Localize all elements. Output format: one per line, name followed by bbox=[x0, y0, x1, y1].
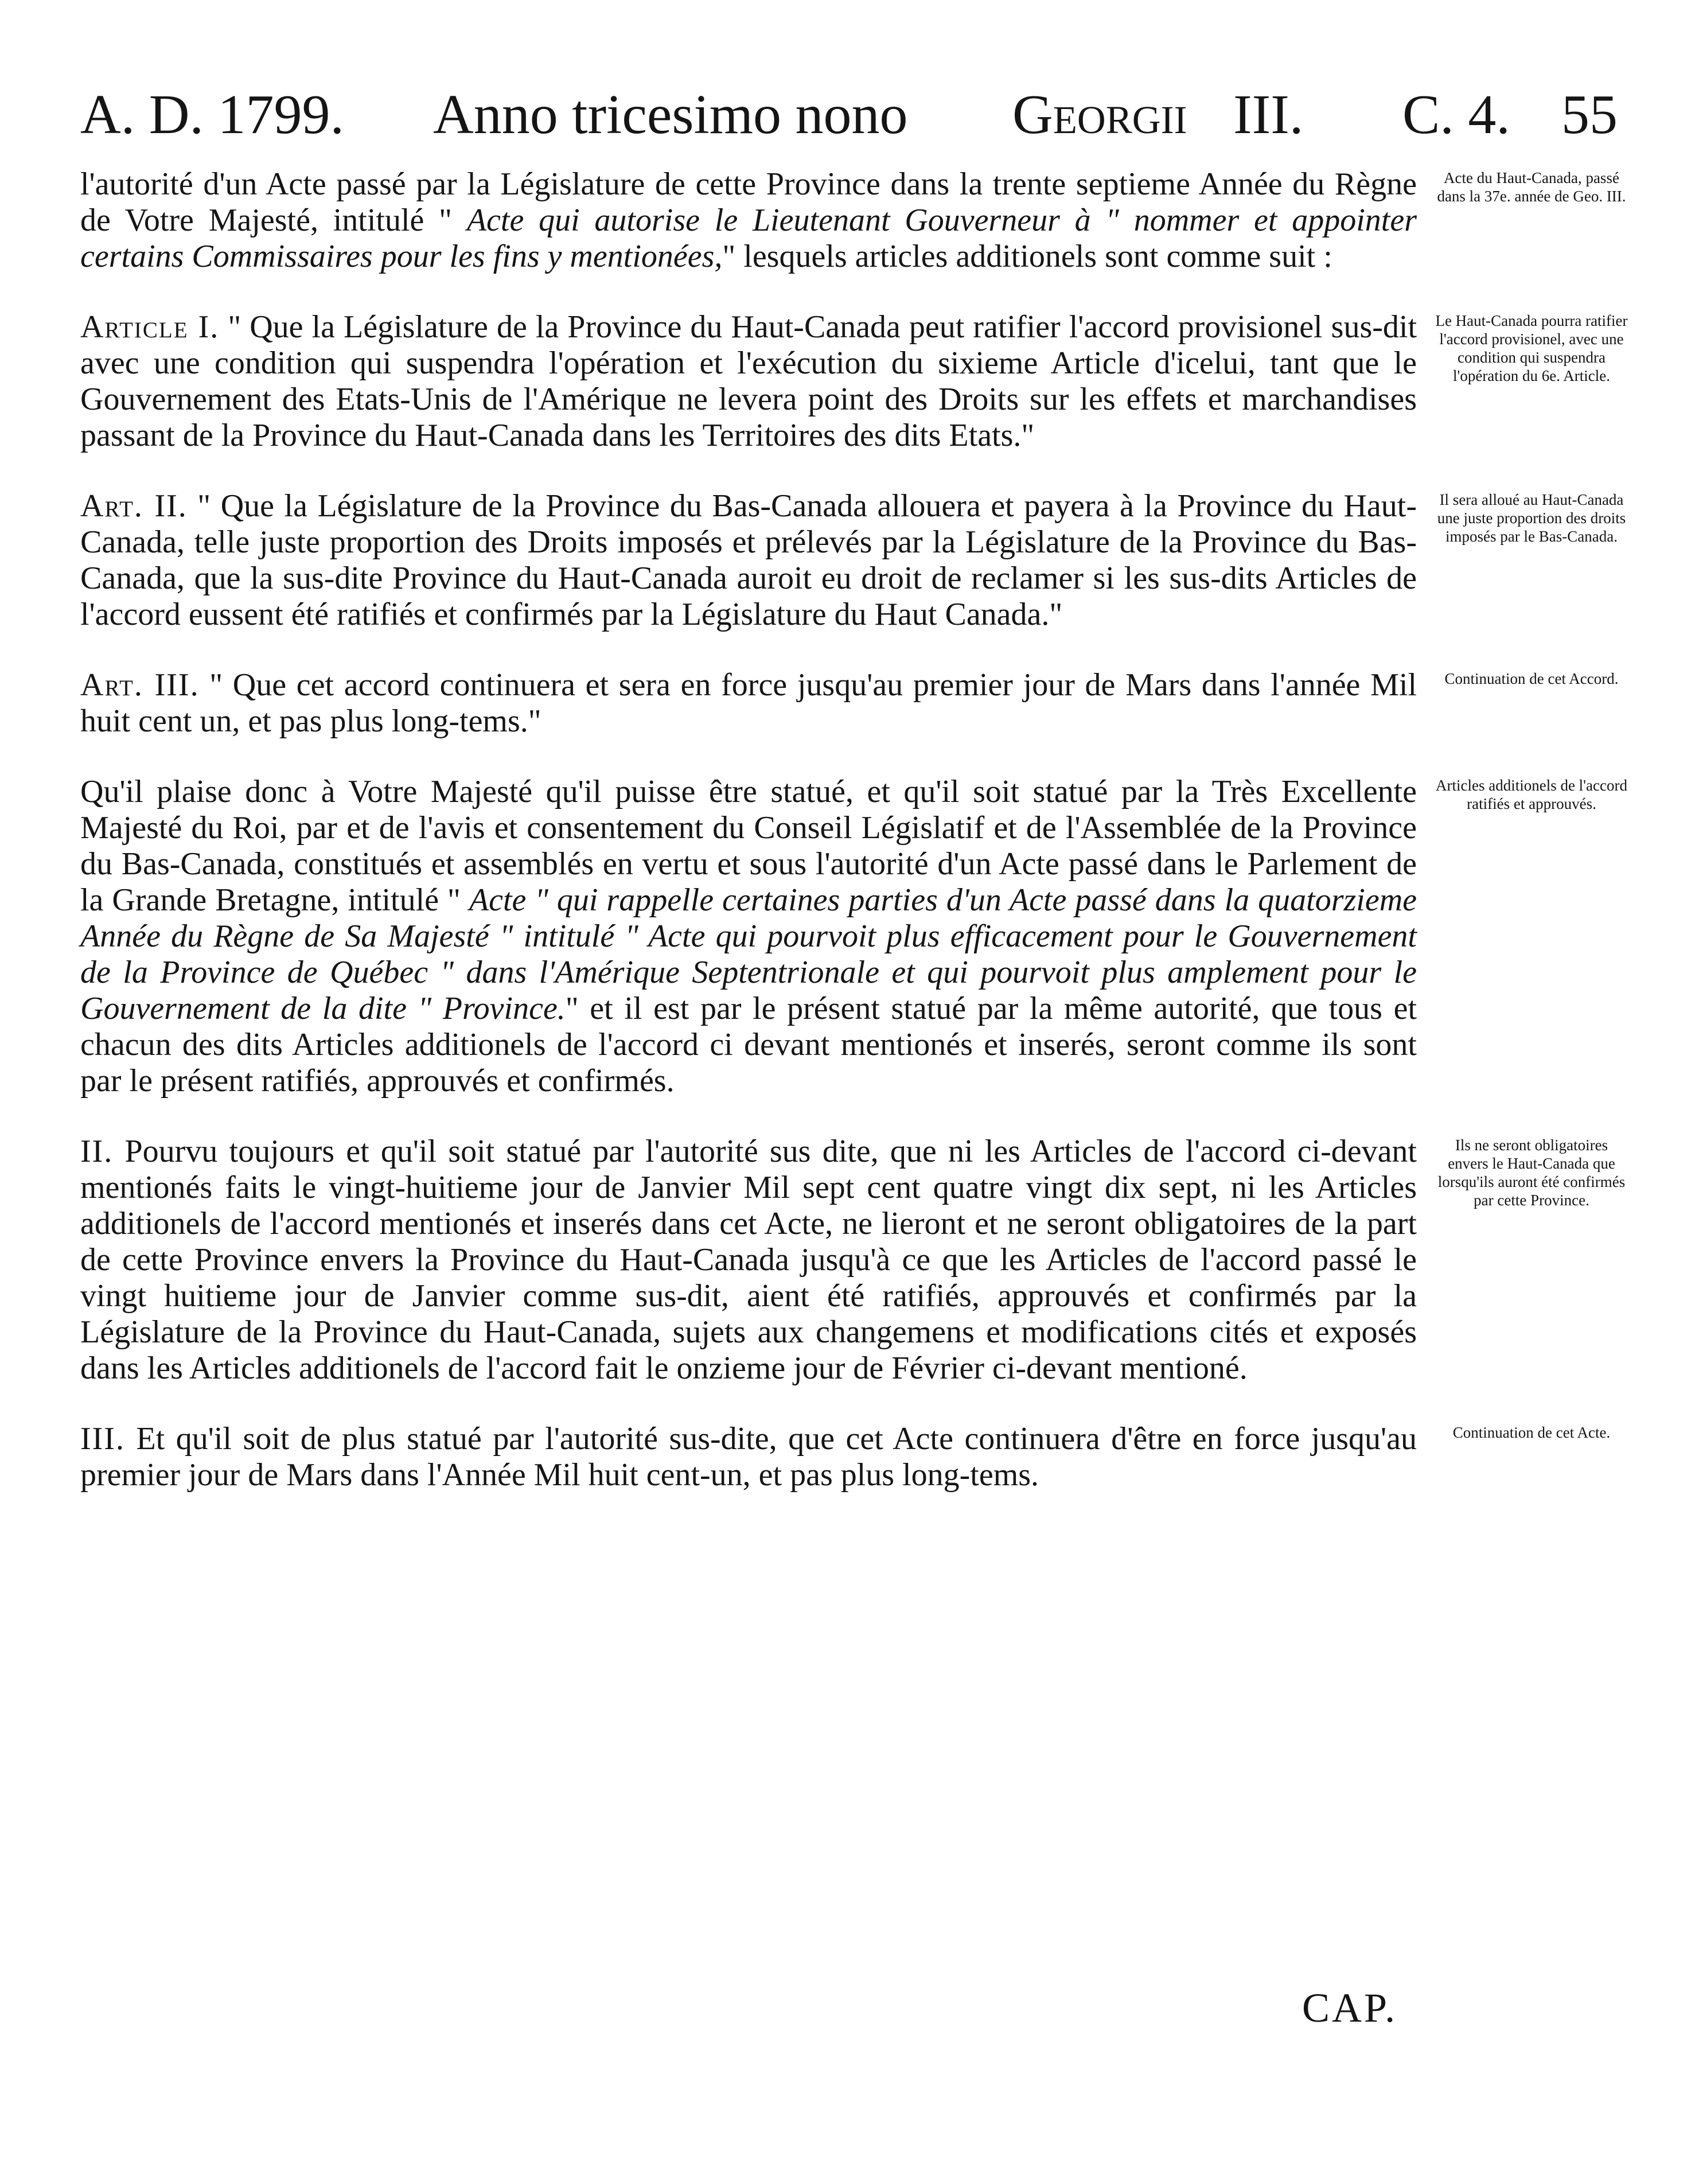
catchword: CAP. bbox=[1302, 1985, 1398, 2031]
paragraph-text: l'autorité d'un Acte passé par la Législature de cette Province dans la trente septieme Année du Règne de Votre Majesté, intitulé " bbox=[80, 166, 1417, 238]
paragraph-text: " lesquels articles additionels sont comme suit : bbox=[722, 239, 1332, 274]
paragraph-article-2 bbox=[80, 488, 1417, 633]
paragraph-text: Qu'il plaise donc à Votre Majesté qu'il puisse être statué, et qu'il soit statué par la Très Excellente Majesté du Roi, par et de l'avis et consentement du Conseil Législatif et de l'Assemblée de la Province du Bas-Canada, constitués et assemblés en vertu et sous l'autorité d'un Acte passé dans le Parlement de la Grande Bretagne, intitulé " bbox=[80, 774, 1417, 918]
section-number: III. bbox=[80, 1421, 125, 1457]
act-title-citation: Acte qui autorise le Lieutenant Gouverneur à " nommer et appointer certains Commissaires pour les fins y mentionées, bbox=[80, 203, 1417, 274]
paragraph-text: " Que la Législature de la Province du Bas-Canada allouera et payera à la Province du Haut-Canada, telle juste proportion des Droits imposés et prélevés par la Législature de la Province du Bas-Canada, que la sus-dite Province du Haut-Canada auroit eu droit de reclamer si les sus-dits Articles de l'accord eussent été ratifiés et confirmés par la Législature du Haut Canada." bbox=[80, 488, 1417, 632]
margin-note: Le Haut-Canada pourra ratifier l'accord provisionel, avec une condition qui suspendra l'opération du 6e. Article. bbox=[1435, 312, 1628, 384]
header-chapter: C. 4. bbox=[1402, 84, 1510, 146]
paragraph-text: Pourvu toujours et qu'il soit statué par l'autorité sus dite, que ni les Articles de l'accord ci-devant mentionés faits le vingt-huitieme jour de Janvier Mil sept cent quatre vingt dix sept, ni les Articles additionels de l'accord mentionés et inserés dans cet Acte, ne lieront et ne seront obligatoires de la part de cette Province envers la Province du Haut-Canada jusqu'à ce que les Articles de l'accord passé le vingt huitieme jour de Janvier comme sus-dit, aient été ratifiés, approuvés et confirmés par la Législature de la Province du Haut-Canada, sujets aux changemens et modifications cités et exposés dans les Articles additionels de l'accord fait le onzieme jour de Février ci-devant mentioné. bbox=[80, 1134, 1417, 1386]
paragraph-text: " Que cet accord continuera et sera en force jusqu'au premier jour de Mars dans l'année Mil huit cent un, et pas plus long-tems." bbox=[80, 667, 1417, 739]
margin-note: Il sera alloué au Haut-Canada une juste proportion des droits imposés par le Bas-Canada. bbox=[1437, 491, 1626, 545]
act-title-citation: Acte " qui rappelle certaines parties d'un Acte passé dans la quatorzieme Année du Règne de Sa Majesté " intitulé " Acte qui pourvoit plus efficacement pour le Gouvernement de la Province de Québec " dans l'Amérique Septentrionale et qui pourvoit plus amplement pour le Gouvernement de la dite " Province. bbox=[80, 882, 1417, 1026]
header-regnal-year: Anno tricesimo nono bbox=[433, 84, 908, 146]
paragraph-article-3 bbox=[80, 667, 1417, 739]
paragraph-article-1 bbox=[80, 309, 1417, 454]
section-number: II. bbox=[80, 1134, 114, 1169]
article-heading: Article I. bbox=[80, 309, 220, 345]
paragraph-intro bbox=[80, 166, 1417, 275]
margin-note: Continuation de cet Acte. bbox=[1452, 1424, 1611, 1441]
article-heading: Art. III. bbox=[80, 667, 200, 703]
paragraph-section-3 bbox=[80, 1421, 1417, 1493]
paragraph-section-2 bbox=[80, 1134, 1417, 1387]
paragraph-text: Et qu'il soit de plus statué par l'autorité sus-dite, que cet Acte continuera d'être en force jusqu'au premier jour de Mars dans l'Année Mil huit cent-un, et pas plus long-tems. bbox=[80, 1421, 1417, 1493]
main-text-column bbox=[80, 166, 1417, 1493]
header-monarch: Georgii bbox=[1012, 84, 1187, 146]
article-heading: Art. II. bbox=[80, 488, 188, 524]
paragraph-text: " Que la Législature de la Province du Haut-Canada peut ratifier l'accord provisionel sus-dit avec une condition qui suspendra l'opération et l'exécution du sixieme Article d'icelui, tant que le Gouvernement des Etats-Unis de l'Amérique ne levera point des Droits sur les effets et marchandises passant de la Province du Haut-Canada dans les Territoires des dits Etats." bbox=[80, 309, 1417, 453]
header-monarch-number: III. bbox=[1233, 84, 1304, 146]
margin-note: Ils ne seront obligatoires envers le Haut-Canada que lorsqu'ils auront été confirmés par cette Province. bbox=[1437, 1136, 1626, 1209]
header-year: A. D. 1799. bbox=[80, 84, 345, 146]
page-number: 55 bbox=[1561, 84, 1618, 146]
paragraph-enacting-clause bbox=[80, 774, 1417, 1099]
margin-note: Articles additionels de l'accord ratifiés et approuvés. bbox=[1436, 777, 1627, 812]
margin-note: Continuation de cet Accord. bbox=[1444, 670, 1619, 687]
running-header bbox=[80, 75, 1618, 155]
margin-note: Acte du Haut-Canada, passé dans la 37e. année de Geo. III. bbox=[1437, 169, 1626, 205]
paragraph-text: " et il est par le présent statué par la même autorité, que tous et chacun des dits Articles additionels de l'accord ci devant mentionés et inserés, seront comme ils sont par le présent ratifiés, approuvés et confirmés. bbox=[80, 991, 1417, 1099]
